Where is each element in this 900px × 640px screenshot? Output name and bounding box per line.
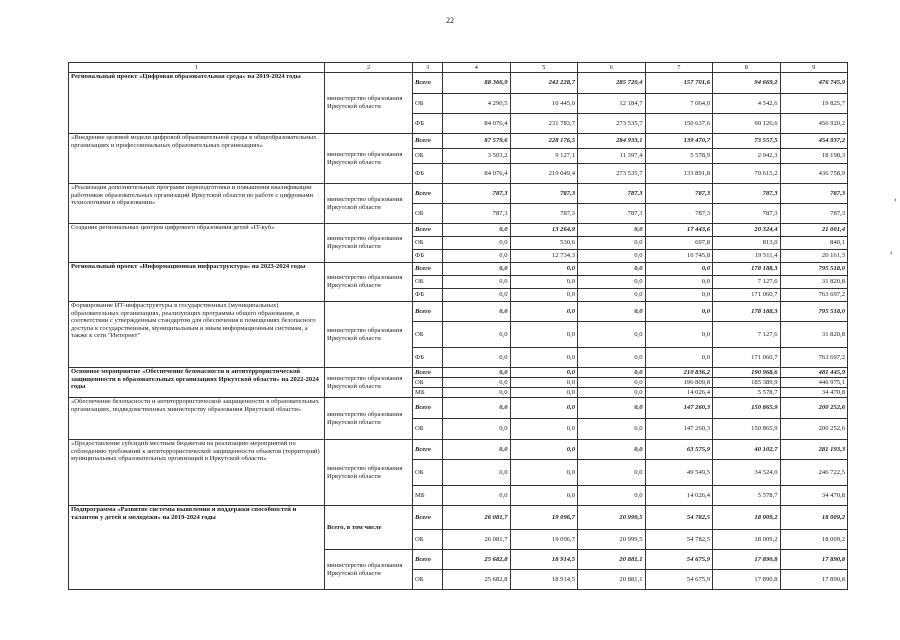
scan-mark: › xyxy=(894,195,897,204)
funding-source: ОБ xyxy=(413,530,443,550)
column-header: 1 xyxy=(69,63,325,73)
year-value: 20 881,1 xyxy=(578,570,646,590)
year-value: 19 825,7 xyxy=(780,94,848,114)
year-value: 12 734,3 xyxy=(510,250,578,263)
year-value: 88 366,9 xyxy=(443,73,511,94)
funding-source: ФБ xyxy=(413,114,443,134)
funding-source: ОБ xyxy=(413,378,443,388)
year-value: 0,0 xyxy=(645,302,713,322)
year-value: 200 252,6 xyxy=(780,419,848,440)
year-value: 281 193,3 xyxy=(780,440,848,460)
year-value: 147 260,3 xyxy=(645,419,713,440)
year-value: 178 188,3 xyxy=(713,302,781,322)
funding-source: МБ xyxy=(413,388,443,398)
year-value: 284 933,1 xyxy=(578,134,646,149)
year-value: 4 290,5 xyxy=(443,94,511,114)
column-header: 3 xyxy=(413,63,443,73)
year-value: 0,0 xyxy=(645,289,713,302)
year-value: 0,0 xyxy=(578,388,646,398)
year-value: 171 060,7 xyxy=(713,348,781,368)
event-description: «Обеспечение безопасности и антитеррористической защищенности в образовательных организациях, подведомственных министерству образования Иркутской области» xyxy=(69,398,325,440)
year-value: 0,0 xyxy=(443,348,511,368)
year-value: 20 161,3 xyxy=(780,250,848,263)
responsible-executor: министерство образования Иркутской области xyxy=(325,440,413,506)
year-value: 0,0 xyxy=(443,302,511,322)
year-value: 787,3 xyxy=(578,204,646,224)
year-value: 16 745,8 xyxy=(645,250,713,263)
year-value: 446 975,1 xyxy=(780,378,848,388)
responsible-executor: министерство образования Иркутской области xyxy=(325,134,413,184)
year-value: 0,0 xyxy=(443,460,511,486)
column-header: 9 xyxy=(780,63,848,73)
year-value: 13 264,9 xyxy=(510,224,578,237)
year-value: 26 081,7 xyxy=(443,506,511,530)
year-value: 157 701,6 xyxy=(645,73,713,94)
year-value: 25 682,8 xyxy=(443,550,511,570)
year-value: 0,0 xyxy=(578,263,646,276)
year-value: 34 470,8 xyxy=(780,388,848,398)
year-value: 200 252,6 xyxy=(780,398,848,419)
funding-source: МБ xyxy=(413,486,443,506)
year-value: 0,0 xyxy=(578,419,646,440)
year-value: 0,0 xyxy=(510,486,578,506)
year-value: 18 914,5 xyxy=(510,550,578,570)
year-value: 150 865,9 xyxy=(713,419,781,440)
responsible-executor: министерство образования Иркутской области xyxy=(325,73,413,134)
year-value: 20 324,4 xyxy=(713,224,781,237)
year-value: 9 127,1 xyxy=(510,149,578,164)
year-value: 0,0 xyxy=(578,378,646,388)
funding-source: Всего xyxy=(413,368,443,378)
responsible-executor: министерство образования Иркутской области xyxy=(325,550,413,590)
funding-source: ФБ xyxy=(413,348,443,368)
year-value: 0,0 xyxy=(443,276,511,289)
year-value: 530,6 xyxy=(510,237,578,250)
responsible-executor: министерство образования Иркутской области xyxy=(325,368,413,398)
year-value: 18 198,3 xyxy=(780,149,848,164)
year-value: 14 026,4 xyxy=(645,486,713,506)
funding-source: Всего xyxy=(413,398,443,419)
funding-source: ФБ xyxy=(413,250,443,263)
year-value: 787,3 xyxy=(578,184,646,204)
table-row xyxy=(69,506,848,530)
year-value: 787,3 xyxy=(645,204,713,224)
year-value: 17 890,8 xyxy=(780,570,848,590)
header-row xyxy=(69,63,848,73)
table-row xyxy=(69,224,848,237)
year-value: 150 865,9 xyxy=(713,398,781,419)
year-value: 273 535,7 xyxy=(578,114,646,134)
responsible-executor: министерство образования Иркутской области xyxy=(325,224,413,263)
year-value: 18 009,2 xyxy=(780,506,848,530)
year-value: 84 076,4 xyxy=(443,164,511,184)
year-value: 273 535,7 xyxy=(578,164,646,184)
event-description: Региональный проект «Цифровая образовательная среда» на 2019-2024 годы xyxy=(69,73,325,134)
funding-source: Всего xyxy=(413,73,443,94)
year-value: 18 914,5 xyxy=(510,570,578,590)
funding-source: ОБ xyxy=(413,276,443,289)
funding-source: ОБ xyxy=(413,460,443,486)
year-value: 697,8 xyxy=(645,237,713,250)
funding-source: ОБ xyxy=(413,237,443,250)
year-value: 171 060,7 xyxy=(713,289,781,302)
year-value: 49 549,5 xyxy=(645,460,713,486)
table-row xyxy=(69,398,848,419)
year-value: 94 669,2 xyxy=(713,73,781,94)
year-value: 17 890,8 xyxy=(780,550,848,570)
year-value: 0,0 xyxy=(578,440,646,460)
year-value: 0,0 xyxy=(443,263,511,276)
year-value: 763 697,2 xyxy=(780,348,848,368)
year-value: 0,0 xyxy=(578,250,646,263)
year-value: 787,3 xyxy=(713,184,781,204)
page-number: 22 xyxy=(446,16,454,25)
year-value: 0,0 xyxy=(443,237,511,250)
year-value: 0,0 xyxy=(510,419,578,440)
year-value: 25 682,8 xyxy=(443,570,511,590)
year-value: 246 722,5 xyxy=(780,460,848,486)
year-value: 185 389,9 xyxy=(713,378,781,388)
year-value: 840,1 xyxy=(780,237,848,250)
table-row xyxy=(69,302,848,322)
budget-table xyxy=(68,62,848,590)
funding-source: Всего xyxy=(413,263,443,276)
year-value: 17 443,6 xyxy=(645,224,713,237)
year-value: 0,0 xyxy=(645,348,713,368)
year-value: 0,0 xyxy=(443,368,511,378)
funding-source: Всего xyxy=(413,184,443,204)
year-value: 787,3 xyxy=(443,204,511,224)
year-value: 70 615,2 xyxy=(713,164,781,184)
year-value: 196 809,8 xyxy=(645,378,713,388)
year-value: 73 557,5 xyxy=(713,134,781,149)
year-value: 787,3 xyxy=(510,184,578,204)
column-header: 4 xyxy=(443,63,511,73)
year-value: 4 542,6 xyxy=(713,94,781,114)
funding-source: ОБ xyxy=(413,570,443,590)
year-value: 40 102,7 xyxy=(713,440,781,460)
year-value: 19 511,4 xyxy=(713,250,781,263)
year-value: 787,3 xyxy=(780,184,848,204)
year-value: 31 820,8 xyxy=(780,322,848,348)
year-value: 54 675,9 xyxy=(645,550,713,570)
funding-source: ОБ xyxy=(413,94,443,114)
table-row xyxy=(69,134,848,149)
year-value: 0,0 xyxy=(510,276,578,289)
year-value: 0,0 xyxy=(578,368,646,378)
year-value: 0,0 xyxy=(443,322,511,348)
year-value: 795 518,0 xyxy=(780,263,848,276)
year-value: 787,3 xyxy=(713,204,781,224)
year-value: 0,0 xyxy=(510,378,578,388)
year-value: 0,0 xyxy=(578,289,646,302)
column-header: 7 xyxy=(645,63,713,73)
year-value: 5 578,7 xyxy=(713,486,781,506)
year-value: 0,0 xyxy=(443,388,511,398)
year-value: 2 942,3 xyxy=(713,149,781,164)
year-value: 150 637,6 xyxy=(645,114,713,134)
year-value: 19 096,7 xyxy=(510,506,578,530)
funding-source: Всего xyxy=(413,302,443,322)
year-value: 31 820,8 xyxy=(780,276,848,289)
year-value: 54 782,5 xyxy=(645,506,713,530)
year-value: 476 745,9 xyxy=(780,73,848,94)
year-value: 787,3 xyxy=(645,184,713,204)
funding-source: Всего xyxy=(413,134,443,149)
year-value: 0,0 xyxy=(443,419,511,440)
year-value: 0,0 xyxy=(578,486,646,506)
event-description: Региональный проект «Информационная инфраструктура» на 2023-2024 годы xyxy=(69,263,325,302)
year-value: 0,0 xyxy=(645,263,713,276)
year-value: 0,0 xyxy=(578,348,646,368)
year-value: 5 578,7 xyxy=(713,388,781,398)
year-value: 795 518,0 xyxy=(780,302,848,322)
column-header: 8 xyxy=(713,63,781,73)
year-value: 26 081,7 xyxy=(443,530,511,550)
year-value: 787,3 xyxy=(443,184,511,204)
year-value: 0,0 xyxy=(578,237,646,250)
year-value: 0,0 xyxy=(510,460,578,486)
year-value: 0,0 xyxy=(510,302,578,322)
year-value: 21 001,4 xyxy=(780,224,848,237)
event-description: Подпрограмма «Развитие системы выявления и поддержки способностей и талантов у детей и молодежи» на 2019-2024 годы xyxy=(69,506,325,590)
year-value: 7 064,0 xyxy=(645,94,713,114)
year-value: 19 096,7 xyxy=(510,530,578,550)
year-value: 14 026,4 xyxy=(645,388,713,398)
responsible-executor: министерство образования Иркутской области xyxy=(325,184,413,224)
year-value: 242 228,7 xyxy=(510,73,578,94)
year-value: 34 470,8 xyxy=(780,486,848,506)
funding-source: Всего xyxy=(413,550,443,570)
table-row xyxy=(69,184,848,204)
table-row xyxy=(69,73,848,94)
year-value: 20 881,1 xyxy=(578,550,646,570)
year-value: 436 758,9 xyxy=(780,164,848,184)
year-value: 18 009,2 xyxy=(713,530,781,550)
year-value: 178 188,3 xyxy=(713,263,781,276)
year-value: 456 920,2 xyxy=(780,114,848,134)
year-value: 7 127,6 xyxy=(713,276,781,289)
year-value: 0,0 xyxy=(510,289,578,302)
year-value: 0,0 xyxy=(443,486,511,506)
year-value: 0,0 xyxy=(645,322,713,348)
column-header: 6 xyxy=(578,63,646,73)
year-value: 228 176,5 xyxy=(510,134,578,149)
year-value: 0,0 xyxy=(443,289,511,302)
year-value: 0,0 xyxy=(510,263,578,276)
year-value: 0,0 xyxy=(443,224,511,237)
year-value: 7 127,6 xyxy=(713,322,781,348)
year-value: 454 937,2 xyxy=(780,134,848,149)
event-description: Формирование ИТ-инфраструктуры в государственных (муниципальных) образовательных организациях, реализующих программы общего образования, в соответствии с утвержденным стандартом для обеспечения в помещениях безопасного доступа к государственным, муниципальным и иным информационным системам, а также к сети "Интернет" xyxy=(69,302,325,368)
year-value: 285 720,4 xyxy=(578,73,646,94)
year-value: 90 126,6 xyxy=(713,114,781,134)
year-value: 0,0 xyxy=(510,322,578,348)
year-value: 0,0 xyxy=(578,224,646,237)
funding-source: ОБ xyxy=(413,419,443,440)
responsible-executor: Всего, в том числе xyxy=(325,506,413,550)
funding-source: Всего xyxy=(413,506,443,530)
year-value: 210 836,2 xyxy=(645,368,713,378)
event-description: «Предоставление субсидий местным бюджетам на реализацию мероприятий по соблюдению требований к антитеррористической защищенности объектов (территорий) муниципальных образовательных организаций в Иркутской области» xyxy=(69,440,325,506)
table-row xyxy=(69,263,848,276)
year-value: 10 445,0 xyxy=(510,94,578,114)
year-value: 0,0 xyxy=(510,348,578,368)
year-value: 0,0 xyxy=(443,250,511,263)
event-description: «Реализация дополнительных программ переподготовки и повышения квалификации работников образовательных организаций Иркутской области по работе с цифровыми технологиями в образовании» xyxy=(69,184,325,224)
year-value: 18 009,2 xyxy=(780,530,848,550)
year-value: 219 049,4 xyxy=(510,164,578,184)
scan-mark: ‹ xyxy=(890,248,893,257)
event-description: Создание региональных центров цифрового образования детей «IT-куб» xyxy=(69,224,325,263)
year-value: 20 999,5 xyxy=(578,506,646,530)
funding-source: ФБ xyxy=(413,164,443,184)
year-value: 12 184,7 xyxy=(578,94,646,114)
year-value: 87 579,6 xyxy=(443,134,511,149)
year-value: 0,0 xyxy=(510,398,578,419)
year-value: 0,0 xyxy=(443,398,511,419)
year-value: 813,0 xyxy=(713,237,781,250)
funding-source: ОБ xyxy=(413,149,443,164)
event-description: Основное мероприятие «Обеспечение безопасности и антитеррористической защищенности в образовательных организациях Иркутской области» на 2022-2024 годы xyxy=(69,368,325,398)
year-value: 54 782,5 xyxy=(645,530,713,550)
funding-source: ОБ xyxy=(413,204,443,224)
year-value: 11 397,4 xyxy=(578,149,646,164)
event-description: «Внедрение целевой модели цифровой образовательной среды в общеобразовательных организациях и профессиональных образовательных организациях» xyxy=(69,134,325,184)
year-value: 0,0 xyxy=(578,322,646,348)
year-value: 231 783,7 xyxy=(510,114,578,134)
year-value: 18 009,2 xyxy=(713,506,781,530)
year-value: 34 524,0 xyxy=(713,460,781,486)
responsible-executor: министерство образования Иркутской области xyxy=(325,398,413,440)
table-row xyxy=(69,368,848,378)
year-value: 17 890,8 xyxy=(713,550,781,570)
year-value: 133 891,8 xyxy=(645,164,713,184)
year-value: 147 260,3 xyxy=(645,398,713,419)
year-value: 0,0 xyxy=(510,368,578,378)
year-value: 17 890,8 xyxy=(713,570,781,590)
year-value: 0,0 xyxy=(645,276,713,289)
column-header: 5 xyxy=(510,63,578,73)
year-value: 787,3 xyxy=(780,204,848,224)
year-value: 481 445,9 xyxy=(780,368,848,378)
year-value: 63 575,9 xyxy=(645,440,713,460)
year-value: 84 076,4 xyxy=(443,114,511,134)
funding-source: Всего xyxy=(413,224,443,237)
year-value: 20 999,5 xyxy=(578,530,646,550)
responsible-executor: министерство образования Иркутской области xyxy=(325,302,413,368)
year-value: 0,0 xyxy=(443,378,511,388)
year-value: 763 697,2 xyxy=(780,289,848,302)
column-header: 2 xyxy=(325,63,413,73)
year-value: 190 968,6 xyxy=(713,368,781,378)
year-value: 0,0 xyxy=(578,276,646,289)
year-value: 0,0 xyxy=(578,398,646,419)
funding-source: ФБ xyxy=(413,289,443,302)
responsible-executor: министерство образования Иркутской области xyxy=(325,263,413,302)
year-value: 139 470,7 xyxy=(645,134,713,149)
year-value: 54 675,9 xyxy=(645,570,713,590)
year-value: 0,0 xyxy=(510,440,578,460)
year-value: 0,0 xyxy=(578,302,646,322)
year-value: 5 578,9 xyxy=(645,149,713,164)
funding-source: ОБ xyxy=(413,322,443,348)
table-row xyxy=(69,440,848,460)
funding-source: Всего xyxy=(413,440,443,460)
year-value: 787,3 xyxy=(510,204,578,224)
year-value: 3 503,2 xyxy=(443,149,511,164)
year-value: 0,0 xyxy=(443,440,511,460)
year-value: 0,0 xyxy=(510,388,578,398)
year-value: 0,0 xyxy=(578,460,646,486)
